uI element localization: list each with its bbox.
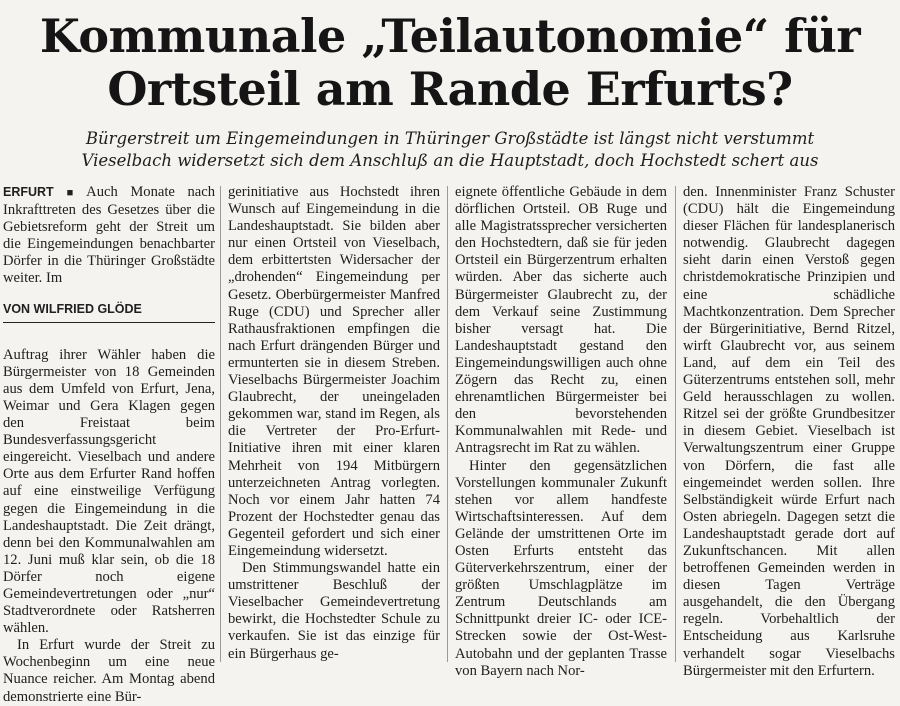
column-divider <box>675 186 676 662</box>
lead-paragraph <box>3 184 215 288</box>
subheadline-line-2: Vieselbach widersetzt sich dem Anschluß an die Hauptstadt, doch Hochstedt schert aus <box>81 151 819 170</box>
subheadline-line-1: Bürgerstreit um Eingemeindungen in Thüringer Großstädte ist längst nicht verstummt <box>85 129 815 148</box>
headline <box>0 10 900 116</box>
headline-line-2: Ortsteil am Rande Erfurts? <box>107 62 793 116</box>
column-divider <box>220 186 221 662</box>
dateline: ERFURT <box>3 185 54 199</box>
body-paragraph: den. Innenminister Franz Schuster (CDU) hält die Eingemeindung dieser Flächen für landesplanerisch notwendig. Glaubrecht dagegen sieht darin einen Verstoß gegen christdemokratische Prinzipien und eine schädliche Machtkonzentration. Dem Sprecher der Bürgerinitiative, Bernd Ritzel, wirft Glaubrecht vor, aus seinem Land, auf dem ein Teil des Güterzentrums entstehen soll, mehr Geld herausschlagen zu wollen. Ritzel sei der größte Grundbesitzer in diesem Gebiet. Vieselbach ist Verwaltungszentrum einer Gruppe von Dörfern, die fast alle eingemeindet werden sollen. Ihre Selbständigkeit würde Erfurt nach Osten abriegeln. Dagegen setzt die Landeshauptstadt gerade dort auf Zukunftschancen. Mit allen betroffenen Gemeinden werden in diesen Tagen Verträge ausgehandelt, die den Übergang regeln. Vorbehaltlich der Entscheidung aus Karlsruhe verhandelt sogar Vieselbachs Bürgermeister mit den Erfurtern. <box>683 184 895 679</box>
subheadline <box>20 128 880 172</box>
article-column-3 <box>455 184 667 679</box>
body-paragraph: eignete öffentliche Gebäude in dem dörflichen Ortsteil. OB Ruge und alle Magistratssprecher versicherten den Hochstedtern, daß sie für jeden Ortsteil ein Bürgerzentrum erhalten würden. Aber das sicherte auch Bürgermeister Glaubrecht zu, der dem Verkauf seine Zustimmung bisher versagt hat. Die Landeshauptstadt gestand den Eingemeindungswilligen auch ohne Zögern das Recht zu, einen ehrenamtlichen Bürgermeister bei den bevorstehenden Kommunalwahlen mit Rede- und Antragsrecht im Rat zu wählen. <box>455 184 667 457</box>
body-paragraph: gerinitiative aus Hochstedt ihren Wunsch auf Eingemeindung in die Landeshauptstadt. Sie bilden aber nur einen Ortsteil von Vieselbach, dem erbittertsten Widersacher der „drohenden“ Eingemeindung per Gesetz. Oberbürgermeister Manfred Ruge (CDU) und Sprecher aller Rathausfraktionen empfingen die nach Erfurt drängenden Bürger und ermunterten sie in diesem Streben. Vieselbachs Bürgermeister Joachim Glaubrecht, der uneingeladen gekommen war, stand im Regen, als die Vertreter der Pro-Erfurt-Initiative ihren mit einer klaren Mehrheit von 194 Mitbürgern unterzeichneten Antrag vorlegten. Noch vor einem Jahr hatten 74 Prozent der Hochstedter genau das Gegenteil gefordert und sich einer Eingemeindung widersetzt. <box>228 184 440 559</box>
dateline-marker-icon: ■ <box>57 187 83 199</box>
byline: VON WILFRIED GLÖDE <box>3 301 215 323</box>
article-column-4 <box>683 184 895 679</box>
column-divider <box>447 186 448 662</box>
body-paragraph: Den Stimmungswandel hatte ein umstrittener Beschluß der Vieselbacher Gemeindevertretung bewirkt, die Hochstedter Schule zu verkaufen. Sie ist das einzige für ein Bürgerhaus ge- <box>228 560 440 662</box>
article-column-2 <box>228 184 440 666</box>
lead-text: Auch Monate nach Inkrafttreten des Gesetzes über die Gebietsreform geht der Streit um die Eingemeindungen benachbarter Dörfer in die Thüringer Großstädte weiter. Im <box>3 184 215 287</box>
headline-line-1: Kommunale „Teilautonomie“ für <box>39 9 861 63</box>
article-column-1 <box>3 184 215 705</box>
body-paragraph: Hinter den gegensätzlichen Vorstellungen kommunaler Zukunft stehen vor allem handfeste Wirtschaftsinteressen. Auf dem Gelände der umstrittenen Orte im Osten Erfurts entsteht das Güterverkehrszentrum, einer der größten Umschlagplätze im Zentrum Deutschlands am Schnittpunkt dreier IC- oder ICE-Strecken sowie der Ost-West-Autobahn und der geplanten Trasse von Bayern nach Nor- <box>455 457 667 679</box>
body-paragraph: In Erfurt wurde der Streit zu Wochenbeginn um eine neue Nuance reicher. Am Montag abend demonstrierte eine Bür- <box>3 637 215 705</box>
body-paragraph: Auftrag ihrer Wähler haben die Bürgermeister von 18 Gemeinden aus dem Umfeld von Erfurt, Jena, Weimar und Gera Klagen gegen den Freistaat beim Bundesverfassungsgericht eingereicht. Vieselbach und andere Orte aus dem Erfurter Rand hoffen auf eine einstweilige Verfügung gegen die Eingemeindung in die Landeshauptstadt. Die Zeit drängt, denn bei den Kommunalwahlen am 12. Juni muß klar sein, ob die 18 Dörfer noch eigene Gemeindevertretungen oder „nur“ Stadtverordnete oder Ratsherren wählen. <box>3 346 215 637</box>
